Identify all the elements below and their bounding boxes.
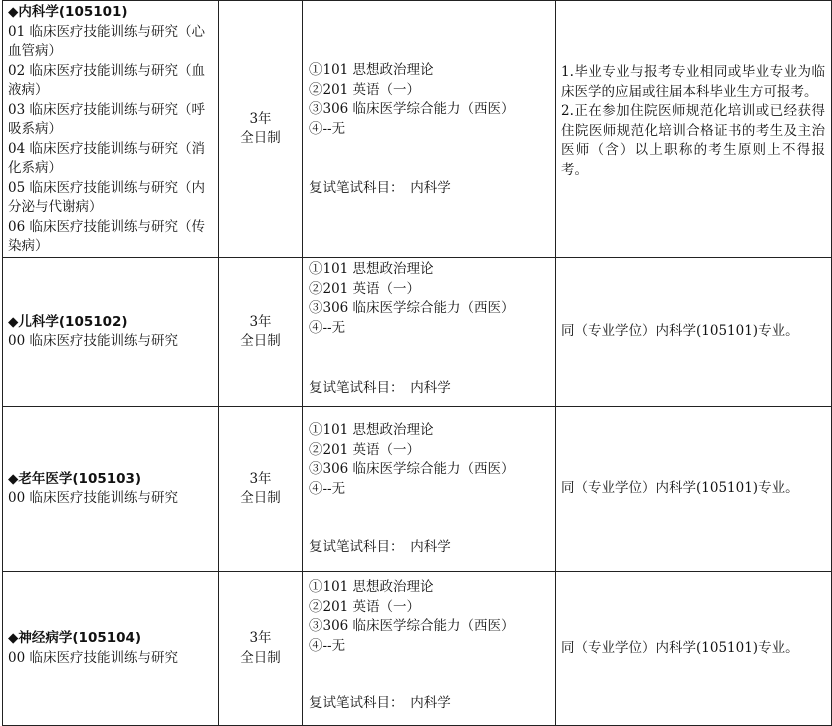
major-cell — [3, 572, 219, 726]
direction-item: 06 临床医疗技能训练与研究（传染病） — [8, 218, 205, 254]
major-cell — [3, 407, 219, 572]
direction-item: 04 临床医疗技能训练与研究（消化系病） — [8, 140, 205, 176]
note-paragraph: 1.毕业专业与报考专业相同或毕业专业为临床医学的应届或往届本科毕业生方可报考。 — [561, 64, 825, 100]
major-cell — [3, 258, 219, 407]
notes-cell — [556, 1, 832, 258]
note-paragraph: 同（专业学位）内科学(105101)专业。 — [561, 480, 799, 497]
direction-item: 00 临床医疗技能训练与研究 — [8, 649, 178, 666]
table-row — [3, 407, 832, 572]
program-table — [2, 0, 832, 726]
exam-subject: ③306 临床医学综合能力（西医） — [309, 461, 515, 477]
exam-subjects-cell — [303, 1, 556, 258]
retest-subject: 复试笔试科目： 内科学 — [309, 695, 451, 711]
major-cell — [3, 1, 219, 258]
table-row — [3, 258, 832, 407]
exam-subject: ①101 思想政治理论 — [309, 261, 434, 277]
duration-cell — [219, 258, 303, 407]
direction-item: 00 临床医疗技能训练与研究 — [8, 333, 178, 349]
exam-subject: ②201 英语（一） — [309, 598, 421, 615]
exam-subject: ④--无 — [309, 480, 346, 497]
exam-subject: ③306 临床医学综合能力（西医） — [309, 101, 515, 117]
exam-subject: ③306 临床医学综合能力（西医） — [309, 300, 515, 316]
table-row — [3, 572, 832, 726]
retest-subject: 复试笔试科目： 内科学 — [309, 180, 451, 196]
notes-cell — [556, 572, 832, 726]
notes-cell — [556, 407, 832, 572]
exam-subject: ④--无 — [309, 637, 346, 654]
major-name: ◆内科学(105101) — [8, 4, 128, 20]
study-years: 3年 — [249, 470, 272, 487]
study-years: 3年 — [249, 110, 272, 127]
study-mode: 全日制 — [240, 649, 281, 666]
exam-subject: ②201 英语（一） — [309, 441, 421, 458]
exam-subjects-cell — [303, 572, 556, 726]
duration-cell — [219, 407, 303, 572]
note-paragraph: 2.正在参加住院医师规范化培训或已经获得住院医师规范化培训合格证书的考生及主治医师（含）以上职称的考生原则上不得报考。 — [561, 103, 825, 178]
exam-subjects-cell — [303, 407, 556, 572]
note-paragraph: 同（专业学位）内科学(105101)专业。 — [561, 639, 799, 656]
exam-subject: ④--无 — [309, 319, 346, 336]
direction-item: 01 临床医疗技能训练与研究（心血管病） — [8, 23, 205, 59]
direction-item: 02 临床医疗技能训练与研究（血液病） — [8, 62, 205, 98]
direction-item: 00 临床医疗技能训练与研究 — [8, 490, 178, 506]
exam-subjects-cell — [303, 258, 556, 407]
study-mode: 全日制 — [240, 333, 281, 349]
exam-subject: ②201 英语（一） — [309, 81, 421, 98]
major-name: ◆老年医学(105103) — [8, 470, 142, 487]
exam-subject: ①101 思想政治理论 — [309, 422, 434, 438]
study-mode: 全日制 — [240, 130, 281, 146]
major-name: ◆神经病学(105104) — [8, 630, 142, 646]
retest-subject: 复试笔试科目： 内科学 — [309, 380, 451, 396]
table-row — [3, 1, 832, 258]
study-years: 3年 — [249, 313, 272, 330]
exam-subject: ①101 思想政治理论 — [309, 62, 434, 78]
exam-subject: ③306 临床医学综合能力（西医） — [309, 618, 515, 634]
direction-item: 05 临床医疗技能训练与研究（内分泌与代谢病） — [8, 179, 205, 215]
duration-cell — [219, 1, 303, 258]
major-name: ◆儿科学(105102) — [8, 313, 128, 330]
study-mode: 全日制 — [240, 490, 281, 506]
study-years: 3年 — [249, 630, 272, 646]
retest-subject: 复试笔试科目： 内科学 — [309, 539, 451, 555]
exam-subject: ①101 思想政治理论 — [309, 579, 434, 595]
exam-subject: ④--无 — [309, 120, 346, 137]
direction-item: 03 临床医疗技能训练与研究（呼吸系病） — [8, 101, 205, 137]
duration-cell — [219, 572, 303, 726]
notes-cell — [556, 258, 832, 407]
exam-subject: ②201 英语（一） — [309, 280, 421, 297]
note-paragraph: 同（专业学位）内科学(105101)专业。 — [561, 323, 799, 340]
